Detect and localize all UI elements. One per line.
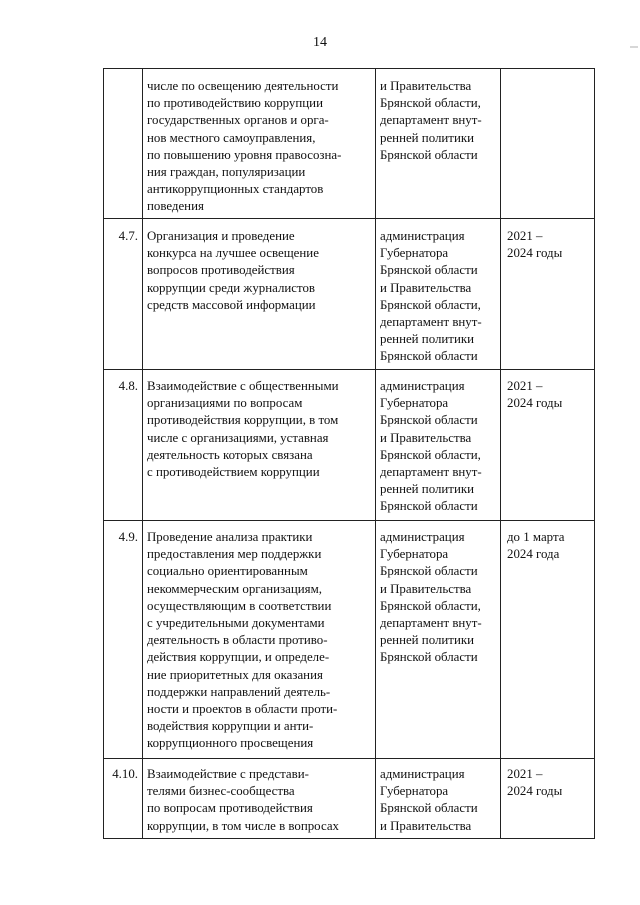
row-number-cell xyxy=(104,69,143,219)
row-number-cell xyxy=(104,370,143,521)
executor-text: администрация Губернатора Брянской области и Правительства xyxy=(380,767,478,833)
measure-text: Организация и проведение конкурса на лучшее освещение вопросов противодействия коррупции среди журналистов средств массовой информации xyxy=(147,229,319,312)
executor-cell xyxy=(376,69,501,219)
executor-text: администрация Губернатора Брянской области и Правительства Брянской области, департамент внут- ренней политики Брянской области xyxy=(380,530,482,665)
table-row xyxy=(104,69,595,219)
deadline-text: до 1 марта 2024 года xyxy=(507,530,565,562)
measure-cell xyxy=(143,370,376,521)
row-number: 4.7. xyxy=(118,229,138,243)
deadline-text: 2021 – 2024 годы xyxy=(507,229,563,261)
scan-mark xyxy=(630,46,638,48)
measure-cell xyxy=(143,521,376,759)
row-number: 4.10. xyxy=(112,767,138,781)
executor-cell xyxy=(376,521,501,759)
measure-cell xyxy=(143,759,376,839)
measure-text: Взаимодействие с общественными организациями по вопросам противодействия коррупции, в том числе с организациями, уставная деятельность которых связана с противодействием коррупции xyxy=(147,379,339,480)
executor-text: администрация Губернатора Брянской области и Правительства Брянской области, департамент внут- ренней политики Брянской области xyxy=(380,229,482,364)
executor-cell xyxy=(376,370,501,521)
deadline-cell xyxy=(501,69,595,219)
deadline-cell xyxy=(501,370,595,521)
measure-cell xyxy=(143,69,376,219)
deadline-cell xyxy=(501,759,595,839)
measures-table xyxy=(103,68,595,839)
row-number: 4.9. xyxy=(118,530,138,544)
row-number-cell xyxy=(104,759,143,839)
executor-text: администрация Губернатора Брянской области и Правительства Брянской области, департамент внут- ренней политики Брянской области xyxy=(380,379,482,514)
measure-text: Проведение анализа практики предоставления мер поддержки социально ориентированным некоммерческим организациям, осуществляющим в соответствии с учредительными документами деятельность в области противо- действия коррупции, и определе- ние приоритетных для оказания поддержки направлений деятель- ности и проектов в области проти- водействия коррупции и анти- коррупционного просвещения xyxy=(147,530,338,751)
executor-cell xyxy=(376,219,501,370)
table-row xyxy=(104,521,595,759)
measure-text: числе по освещению деятельности по противодействию коррупции государственных органов и орга- нов местного самоуправления, по повышению уровня правосозна- ния граждан, популяризации антикоррупционных стандартов поведения xyxy=(147,79,342,214)
table-row xyxy=(104,219,595,370)
page-number: 14 xyxy=(313,35,327,50)
deadline-text: 2021 – 2024 годы xyxy=(507,379,563,411)
table-row xyxy=(104,370,595,521)
measure-cell xyxy=(143,219,376,370)
table-row xyxy=(104,759,595,839)
measure-text: Взаимодействие с представи- телями бизнес-сообщества по вопросам противодействия коррупции, в том числе в вопросах xyxy=(147,767,339,833)
row-number-cell xyxy=(104,219,143,370)
executor-cell xyxy=(376,759,501,839)
deadline-cell xyxy=(501,219,595,370)
executor-text: и Правительства Брянской области, департамент внут- ренней политики Брянской области xyxy=(380,79,482,162)
row-number-cell xyxy=(104,521,143,759)
deadline-text: 2021 – 2024 годы xyxy=(507,767,563,799)
deadline-cell xyxy=(501,521,595,759)
row-number: 4.8. xyxy=(118,379,138,393)
